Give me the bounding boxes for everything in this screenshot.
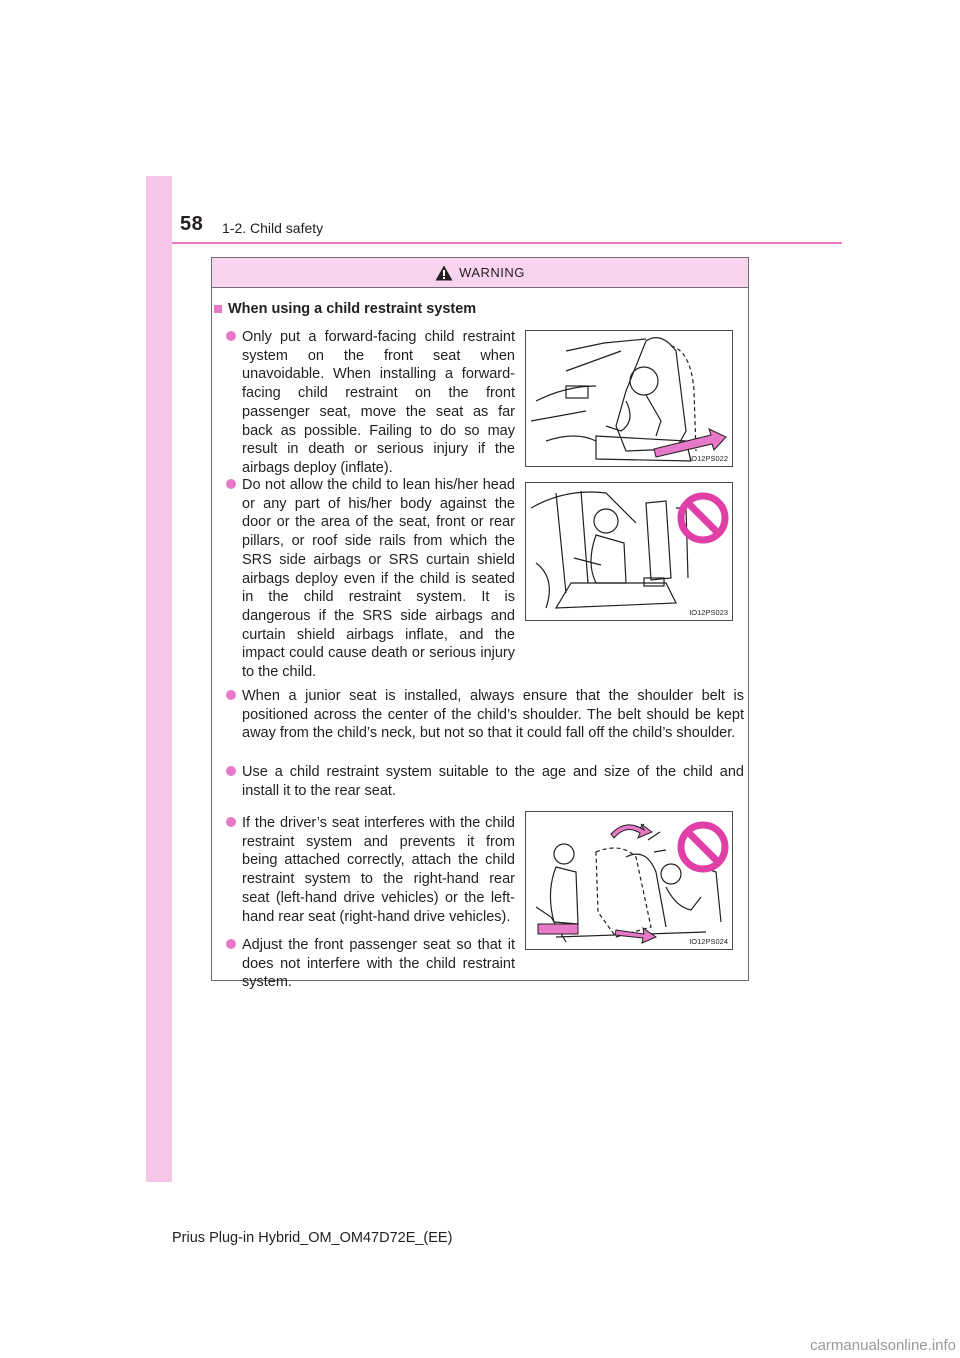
warning-triangle-icon xyxy=(435,265,453,281)
child-seat-front-illustration xyxy=(526,331,732,466)
bullet-dot-icon xyxy=(226,690,236,700)
warning-item-text: Only put a forward-facing child restraint system on the front seat when unavoidable. When installing a forward-facing child restraint on the front passenger seat, move the seat as far back as possible. Failing to do so may result in death or serious injury if the airbags deploy (inflate). xyxy=(242,329,515,476)
figure-code: IO12PS023 xyxy=(689,608,728,617)
warning-item xyxy=(242,476,515,682)
warning-item xyxy=(242,328,515,478)
figure-driver-seat-interference xyxy=(525,811,733,950)
warning-item-text: When a junior seat is installed, always ensure that the shoulder belt is positioned across the center of the child’s shoulder. The belt should be kept away from the child’s neck, but not so that it could fall off the child’s shoulder. xyxy=(242,688,744,742)
prohibition-icon xyxy=(676,491,730,545)
prohibition-icon xyxy=(676,820,730,874)
warning-label: WARNING xyxy=(459,265,525,280)
figure-code: IO12PS024 xyxy=(689,937,728,946)
bullet-dot-icon xyxy=(226,766,236,776)
warning-item-text: Adjust the front passenger seat so that it does not interfere with the child restraint system. xyxy=(242,937,515,991)
bullet-dot-icon xyxy=(226,939,236,949)
bullet-dot-icon xyxy=(226,817,236,827)
warning-item-text: Do not allow the child to lean his/her head or any part of his/her body against the door or the area of the seat, front or rear pillars, or roof side rails from which the SRS side airbags or SRS curtain shield airbags deploy even if the child is seated in the child restraint system. It is dangerous if the SRS side airbags and curtain shield airbags inflate, and the impact could cause death or serious injury to the child. xyxy=(242,477,515,681)
warning-item xyxy=(242,687,744,743)
figure-child-seat-front xyxy=(525,330,733,467)
bullet-dot-icon xyxy=(226,331,236,341)
page-number: 58 xyxy=(180,213,204,235)
figure-code: IO12PS022 xyxy=(689,454,728,463)
warning-box xyxy=(211,257,749,991)
warning-item xyxy=(242,763,744,800)
warning-subheading xyxy=(214,301,476,317)
section-title: 1-2. Child safety xyxy=(222,220,324,236)
square-bullet-icon xyxy=(214,305,222,313)
bullet-dot-icon xyxy=(226,479,236,489)
warning-item xyxy=(242,814,515,926)
watermark: carmanualsonline.info xyxy=(810,1337,956,1354)
warning-header xyxy=(212,258,748,288)
warning-item-text: If the driver’s seat interferes with the child restraint system and prevents it from being attached correctly, attach the child restraint system to the right-hand rear seat (left-hand drive vehicles) or the left-hand rear seat (right-hand drive vehicles). xyxy=(242,815,515,925)
warning-item-text: Use a child restraint system suitable to the age and size of the child and install it to the rear seat. xyxy=(242,764,744,799)
side-tab-band xyxy=(146,176,172,1182)
warning-item xyxy=(242,936,515,992)
warning-subheading-text: When using a child restraint system xyxy=(228,301,477,317)
header-rule xyxy=(172,242,842,244)
document-footer: Prius Plug-in Hybrid_OM_OM47D72E_(EE) xyxy=(172,1230,453,1246)
figure-child-lean-prohibited xyxy=(525,482,733,621)
